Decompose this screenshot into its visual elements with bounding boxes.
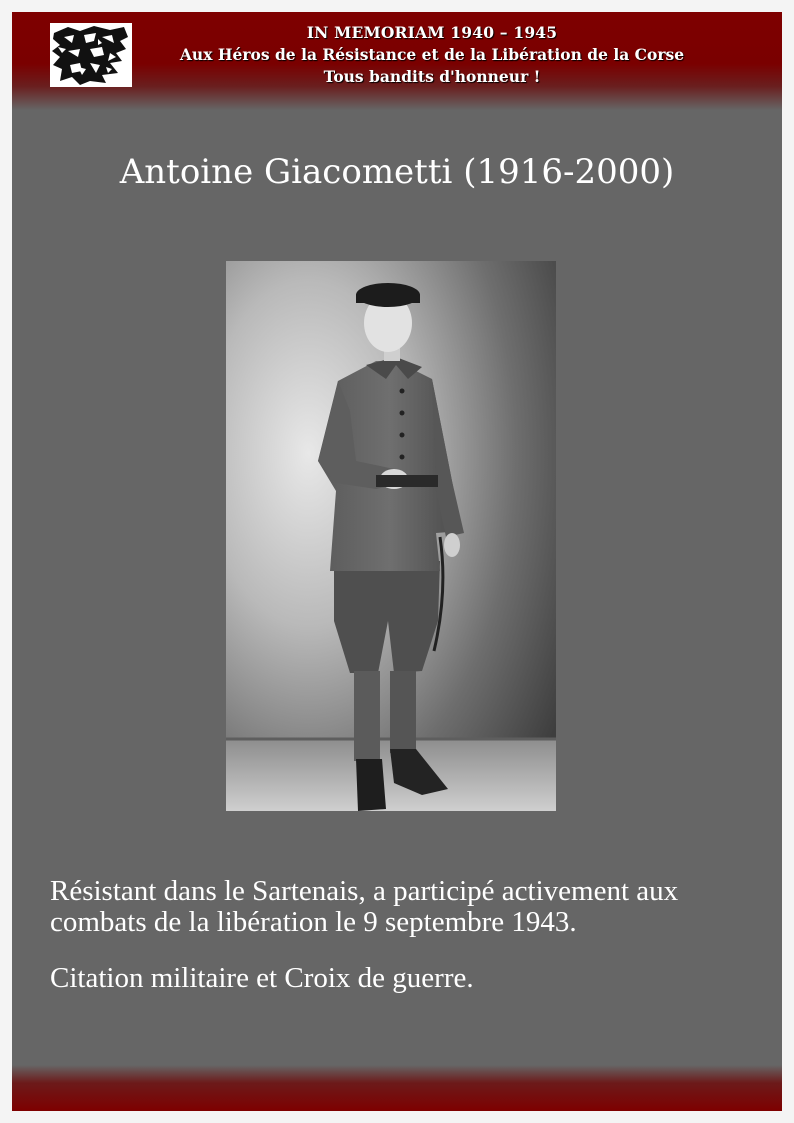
header-dedication-line: Aux Héros de la Résistance et de la Libération de la Corse <box>179 45 685 64</box>
header-text <box>162 22 702 88</box>
header-banner <box>12 12 782 110</box>
footer-banner <box>12 1065 782 1111</box>
portrait-photo <box>226 261 556 811</box>
emblem-graphic <box>50 23 132 87</box>
biography <box>50 876 750 1019</box>
portrait-illustration <box>226 261 556 811</box>
header-memoriam-line: IN MEMORIAM 1940 – 1945 <box>306 23 558 42</box>
biography-paragraph: Citation militaire et Croix de guerre. <box>50 962 474 994</box>
biography-paragraph: Résistant dans le Sartenais, a participé activement aux combats de la libération le 9 septembre 1943. <box>50 875 679 938</box>
header-motto-line: Tous bandits d'honneur ! <box>323 67 541 86</box>
logo-emblem <box>50 23 132 87</box>
page-title: Antoine Giacometti (1916-2000) <box>119 152 675 192</box>
memorial-page <box>12 12 782 1111</box>
